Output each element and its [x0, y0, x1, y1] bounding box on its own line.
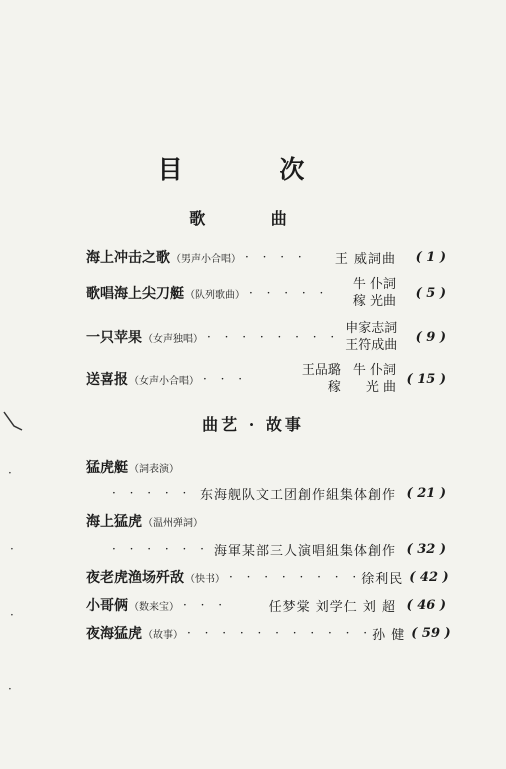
toc-entry[interactable] — [86, 622, 451, 644]
entry-title: 海上猛虎 — [86, 514, 142, 530]
entry-kind: （快书） — [185, 573, 225, 585]
leader-dots: · · · · · · — [112, 542, 209, 556]
section-heading-quyi-stories: 曲艺 · 故事 — [202, 415, 304, 434]
credit-line: 牛 仆詞 — [352, 363, 396, 378]
leader-dots: · · · · · — [249, 286, 329, 300]
credit-line: 光 曲 — [365, 380, 396, 395]
scan-speck-icon: · — [10, 542, 14, 556]
entry-page-number: ( 59 ) — [411, 625, 451, 641]
credit-line: 申家志詞 — [345, 321, 398, 336]
scan-speck-icon: · — [8, 682, 12, 696]
scan-speck-icon: · — [10, 608, 14, 622]
entry-kind: （女声小合唱） — [129, 375, 199, 387]
entry-title: 小哥俩 — [86, 598, 128, 614]
leader-dots: · · · · · · · · · · · — [187, 626, 373, 640]
entry-credit: 海軍某部三人演唱組集体創作 — [213, 543, 396, 559]
toc-entry-continuation[interactable] — [108, 482, 446, 504]
entry-page-number: ( 21 ) — [406, 485, 446, 501]
entry-kind: （数来宝） — [129, 601, 179, 613]
entry-credit: 徐利民 — [361, 571, 404, 587]
entry-page-number: ( 9 ) — [415, 329, 446, 345]
entry-kind: （温州弹詞） — [143, 517, 203, 529]
entry-title: 猛虎艇 — [86, 460, 128, 476]
leader-dots: · · · · · · · · — [207, 330, 340, 344]
entry-page-number: ( 46 ) — [406, 597, 446, 613]
entry-kind: （男声小合唱） — [171, 253, 241, 265]
entry-page-number: ( 32 ) — [406, 541, 446, 557]
toc-entry[interactable] — [86, 360, 446, 398]
entry-page-number: ( 15 ) — [406, 371, 446, 387]
entry-title: 一只苹果 — [86, 330, 142, 346]
entry-title: 夜老虎渔场歼敌 — [86, 570, 184, 586]
entry-credit — [345, 320, 397, 354]
toc-entry[interactable] — [86, 510, 446, 532]
toc-entry[interactable] — [86, 246, 446, 268]
entry-credit — [302, 362, 396, 396]
entry-credit: 任梦棠 刘学仁 刘 超 — [268, 599, 396, 615]
entry-kind: （故事） — [143, 629, 183, 641]
scan-mark-icon — [2, 408, 24, 438]
toc-entry[interactable] — [86, 318, 446, 356]
toc-entry[interactable] — [86, 456, 446, 478]
entry-credit: 东海舰队文工团創作組集体創作 — [199, 487, 396, 503]
toc-entry-continuation[interactable] — [108, 538, 446, 560]
toc-entry[interactable] — [86, 274, 446, 312]
entry-page-number: ( 42 ) — [409, 569, 449, 585]
credit-line: 稼 — [327, 380, 341, 395]
entry-page-number: ( 5 ) — [415, 285, 446, 301]
leader-dots: · · · · · — [112, 486, 192, 500]
page-title: 目 次 — [157, 155, 349, 184]
leader-dots: · · · · · · · · — [229, 570, 362, 584]
toc-entry[interactable] — [86, 594, 446, 616]
entry-credit: 孙 健 — [372, 627, 406, 643]
scan-speck-icon: · — [8, 466, 12, 480]
credit-line: 牛 仆詞 — [352, 277, 396, 292]
leader-dots: · · · · — [245, 250, 307, 264]
credit-line: 稼 光曲 — [352, 294, 396, 309]
entry-page-number: ( 1 ) — [415, 249, 446, 265]
entry-title: 歌唱海上尖刀艇 — [86, 286, 184, 302]
entry-kind: （队列歌曲） — [185, 289, 245, 301]
entry-credit: 王 威詞曲 — [334, 251, 396, 267]
entry-title: 夜海猛虎 — [86, 626, 142, 642]
entry-kind: （女声独唱） — [143, 333, 203, 345]
entry-title: 送喜报 — [86, 372, 128, 388]
entry-title: 海上冲击之歌 — [86, 250, 170, 266]
leader-dots: · · · — [183, 598, 228, 612]
entry-kind: （詞表演） — [129, 463, 179, 475]
section-heading-songs: 歌 曲 — [189, 209, 317, 228]
toc-entry[interactable] — [86, 566, 449, 588]
leader-dots: · · · — [203, 372, 248, 386]
credit-line: 王符成曲 — [345, 338, 398, 353]
credit-line: 王品璐 — [301, 363, 341, 378]
entry-credit — [353, 276, 396, 310]
